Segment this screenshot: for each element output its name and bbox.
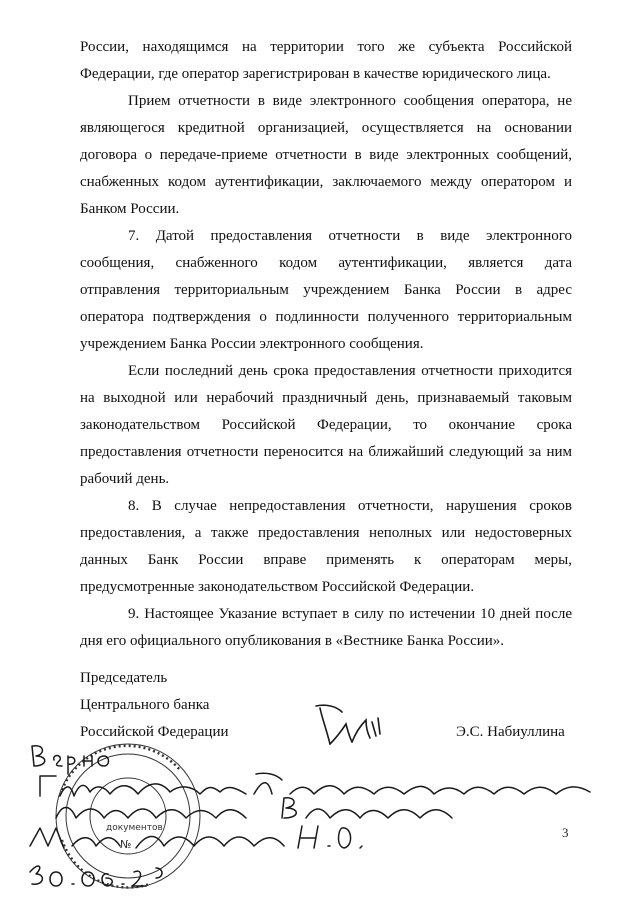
signatory-title-line: Центрального банка <box>80 697 210 713</box>
text-line: 7. Датой предоставления отчетности в виде электронного <box>128 228 572 244</box>
handwritten-certification <box>30 746 590 886</box>
text-line: предоставления отчетности переносится на ближайший следующий за ним <box>80 444 572 460</box>
text-line: Прием отчетности в виде электронного сообщения оператора, не <box>128 93 572 109</box>
text-line: предусмотренные законодательством Российской Федерации. <box>80 579 475 595</box>
signatory-name: Э.С. Набиуллина <box>456 724 565 740</box>
text-line: отправления территориальным учреждением Банка России в адрес <box>80 282 572 298</box>
signatory-title-line: Председатель <box>80 670 168 686</box>
text-line: договора о передаче-приеме отчетности в виде электронных сообщений, <box>80 147 572 163</box>
text-line: снабженных кодом аутентификации, заключаемого между оператором и <box>80 174 572 190</box>
text-line: рабочий день. <box>80 471 170 487</box>
text-line: сообщения, снабженного кодом аутентификации, является дата <box>80 255 572 271</box>
text-line: законодательством Российской Федерации, то окончание срока <box>80 417 572 433</box>
text-line: Банком России. <box>80 201 180 217</box>
stamp-label: документов <box>106 823 163 833</box>
text-line: на выходной или нерабочий праздничный день, признаваемый таковым <box>80 390 572 406</box>
text-line: Федерации, где оператор зарегистрирован в качестве юридического лица. <box>80 66 551 82</box>
text-line: России, находящимся на территории того же субъекта Российской <box>80 39 572 55</box>
handwritten-signature <box>316 705 380 744</box>
page-number: 3 <box>562 825 569 840</box>
text-line: учреждением Банка России электронного сообщения. <box>80 336 424 352</box>
text-line: Если последний день срока предоставления отчетности приходится <box>128 363 572 379</box>
signatory-title-line: Российской Федерации <box>80 724 229 740</box>
text-line: являющегося кредитной организацией, осуществляется на основании <box>80 120 572 136</box>
text-line: 9. Настоящее Указание вступает в силу по истечении 10 дней после <box>128 606 572 622</box>
text-line: данных Банк России вправе применять к операторам меры, <box>80 552 572 568</box>
text-line: предоставления, а также предоставления неполных или недостоверных <box>80 525 572 541</box>
text-line: оператора подтверждения о подлинности полученного территориальным <box>80 309 572 325</box>
stamp-number: № <box>120 838 132 851</box>
text-line: 8. В случае непредоставления отчетности, нарушения сроков <box>128 498 572 514</box>
text-line: дня его официального опубликования в «Вестнике Банка России». <box>80 633 505 649</box>
